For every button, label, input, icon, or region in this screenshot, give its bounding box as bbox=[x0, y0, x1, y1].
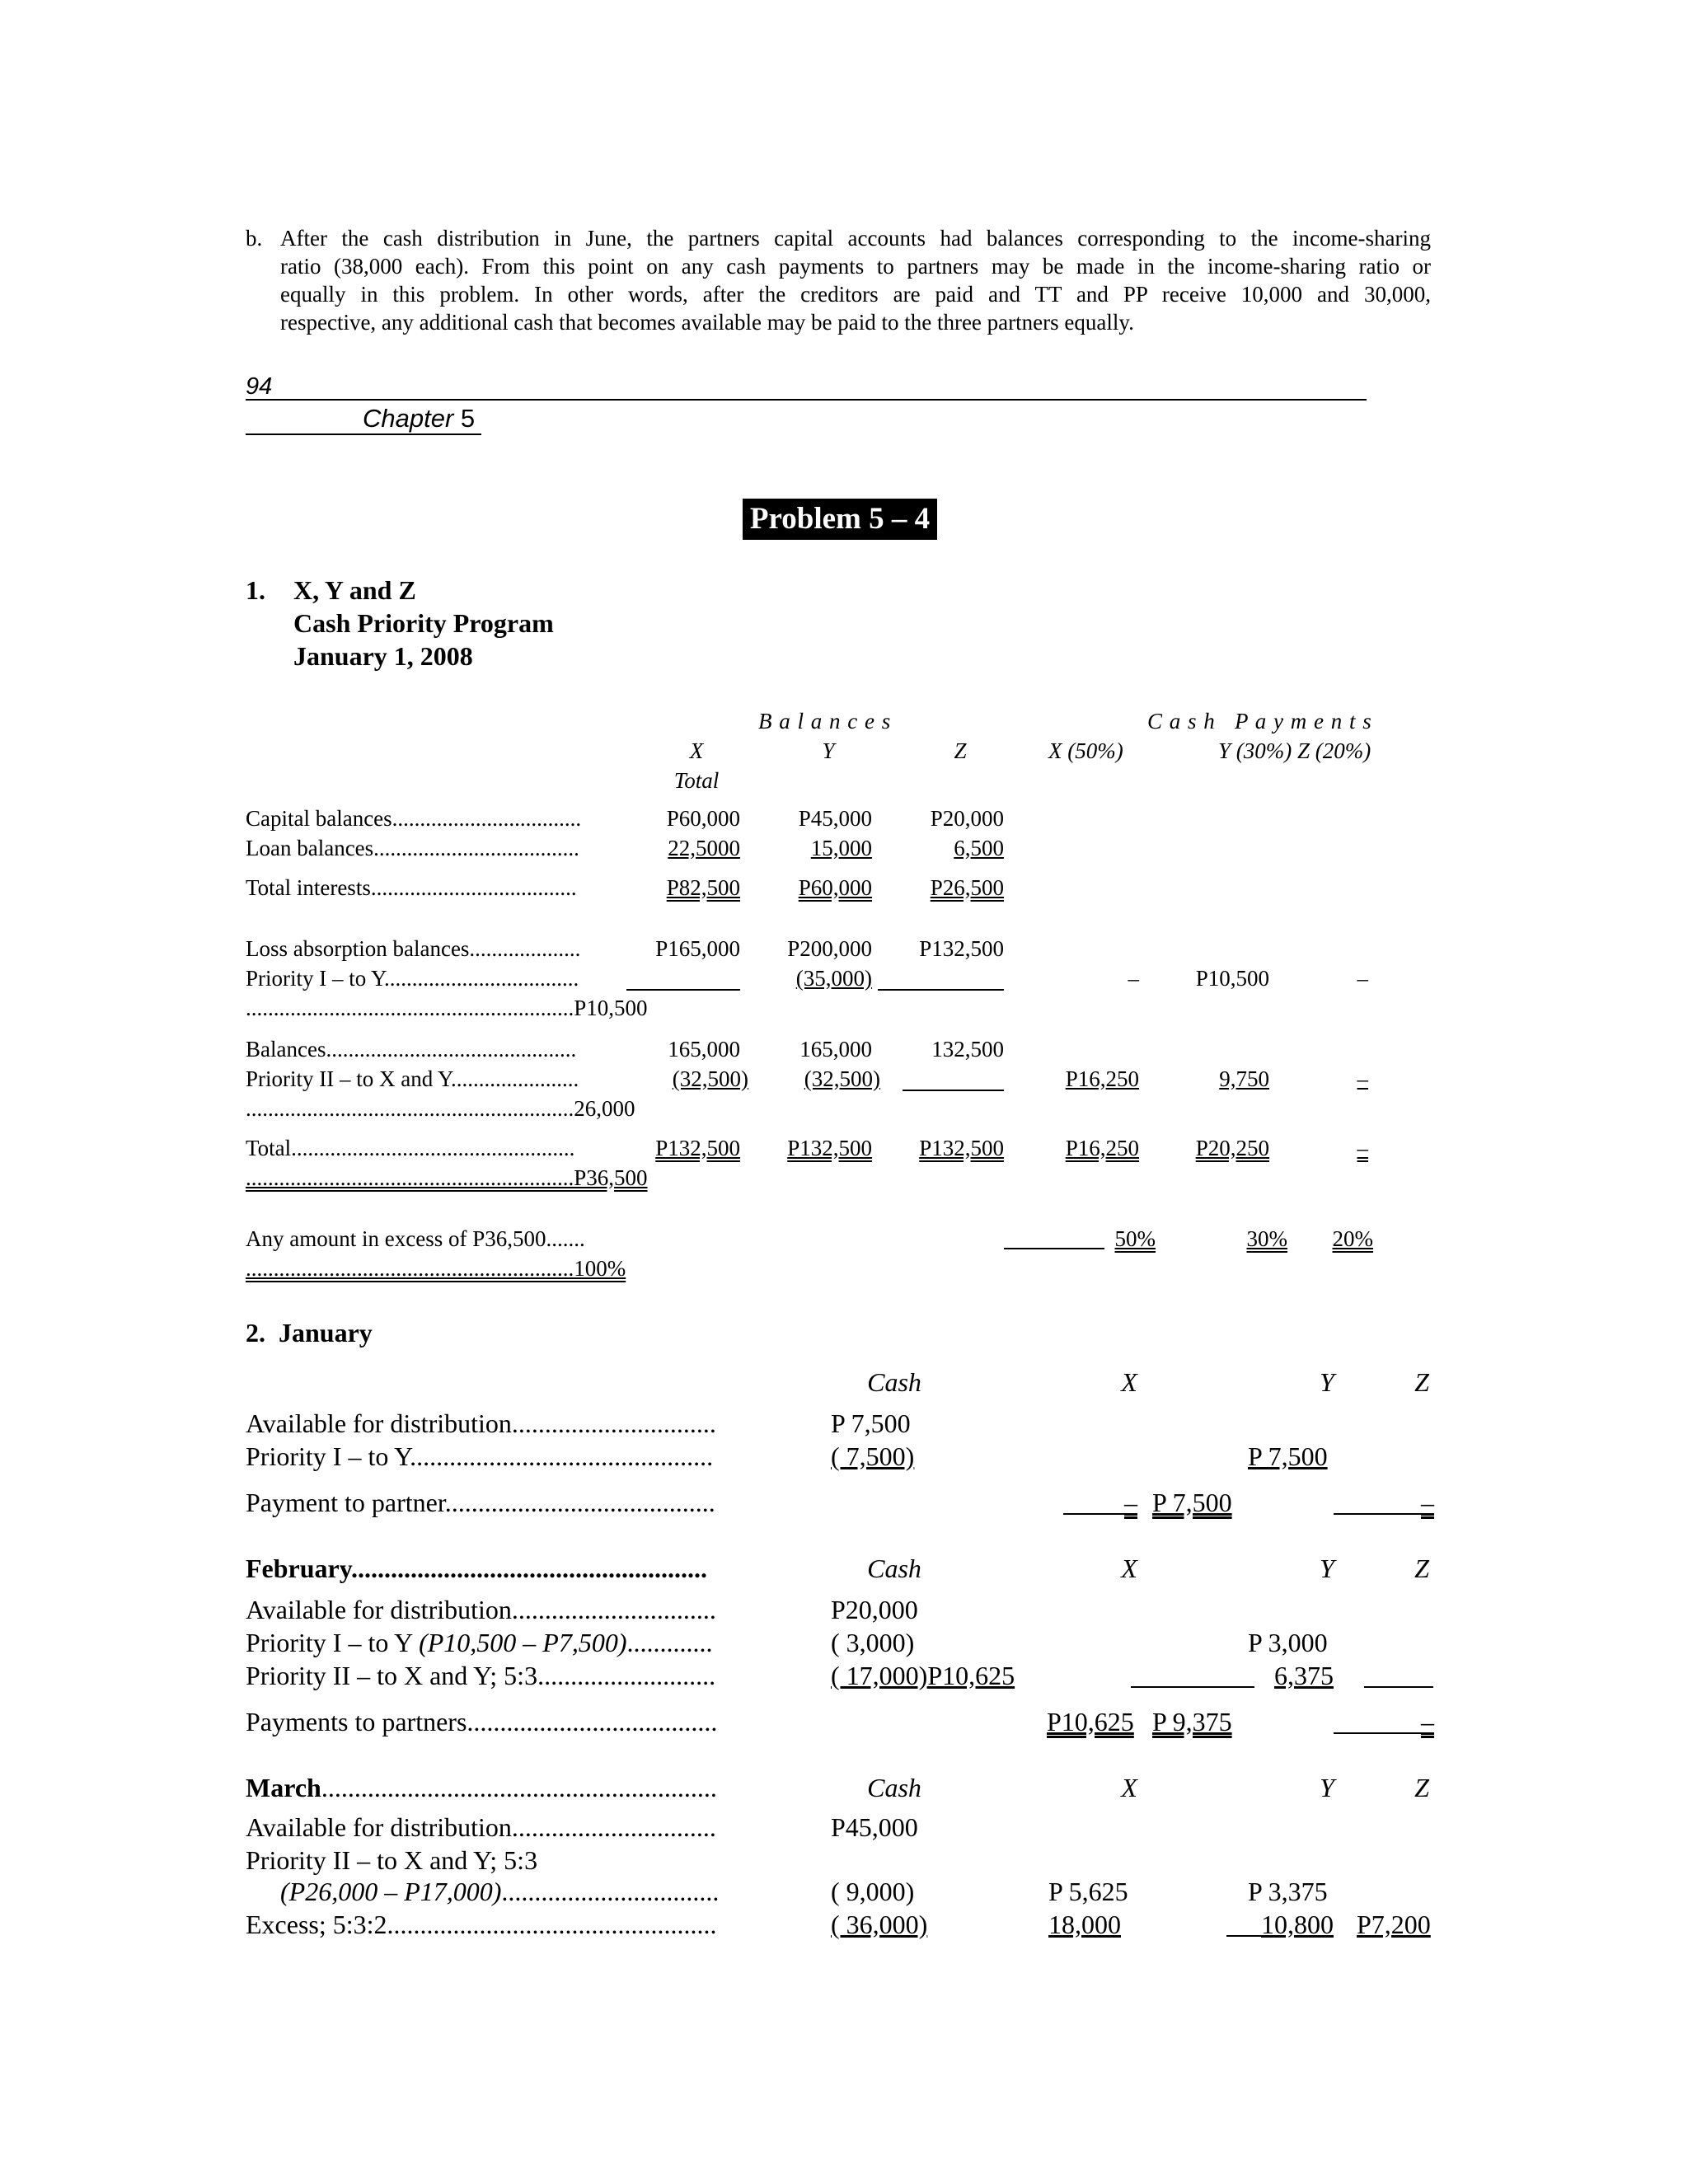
feb-z-header: Z bbox=[1414, 1554, 1429, 1583]
mar-z-header: Z bbox=[1414, 1773, 1429, 1802]
mar-excess-y: 10,800 bbox=[1261, 1910, 1334, 1939]
mar-available-label: Available for distribution............................... bbox=[246, 1812, 716, 1842]
mar-excess-z: P7,200 bbox=[1357, 1910, 1431, 1939]
col-z-header: Z bbox=[954, 738, 967, 763]
feb-priority1-label-dots: ............. bbox=[626, 1628, 713, 1657]
priority2-pay-y: 9,750 bbox=[1219, 1066, 1269, 1091]
total-interests-x: P82,500 bbox=[666, 875, 740, 900]
col-total-header: Total bbox=[673, 768, 720, 793]
part1-number: 1. bbox=[246, 575, 265, 605]
jan-payment-x: – bbox=[1124, 1488, 1137, 1517]
page-number: 94 bbox=[246, 373, 273, 400]
jan-available-label: Available for distribution............................... bbox=[246, 1408, 716, 1438]
priority2-pay-z: – bbox=[1357, 1066, 1368, 1091]
feb-available-label: Available for distribution............................... bbox=[246, 1595, 716, 1624]
cash-payments-group-header: C a s h P a y m e n t s bbox=[1147, 709, 1372, 733]
loan-z: 6,500 bbox=[954, 836, 1004, 860]
mar-title-text: March bbox=[246, 1773, 321, 1802]
part2-title: 2. January bbox=[246, 1318, 373, 1347]
jan-payment-label: Payment to partner......................................... bbox=[246, 1488, 715, 1517]
loss-absorption-z: P132,500 bbox=[919, 936, 1004, 961]
balances-z: 132,500 bbox=[931, 1037, 1004, 1062]
balances-group-header: B a l a n c e s bbox=[758, 709, 892, 733]
col-x-header: X bbox=[689, 738, 704, 763]
jan-z-header: Z bbox=[1414, 1367, 1429, 1397]
capital-x: P60,000 bbox=[666, 806, 740, 831]
total-z: P132,500 bbox=[919, 1136, 1004, 1160]
loan-y: 15,000 bbox=[810, 836, 872, 860]
priority2-x: (32,500) bbox=[672, 1066, 748, 1091]
capital-y: P45,000 bbox=[798, 806, 872, 831]
priority1-pay-z: – bbox=[1357, 966, 1368, 991]
row-capital-label: Capital balances.................................. bbox=[246, 806, 582, 831]
mar-priority2-label: Priority II – to X and Y; 5:3 bbox=[246, 1845, 538, 1875]
mar-priority2-label-cont bbox=[280, 1876, 740, 1907]
excess-pay-z: 20% bbox=[1332, 1226, 1373, 1251]
total-pay-y: P20,250 bbox=[1195, 1136, 1269, 1160]
part1-title-date: January 1, 2008 bbox=[293, 641, 473, 671]
row-balances-label: Balances............................................. bbox=[246, 1037, 577, 1062]
note-line-1: After the cash distribution in June, the partners capital accounts had balances corresponding to the income-sharing bbox=[280, 226, 1431, 251]
jan-payment-z: – bbox=[1421, 1488, 1434, 1517]
note-label: b. bbox=[246, 226, 263, 251]
row-loss-absorption-label: Loss absorption balances.................... bbox=[246, 936, 581, 961]
jan-priority1-y: P 7,500 bbox=[1248, 1441, 1328, 1471]
jan-x-header: X bbox=[1121, 1367, 1137, 1397]
feb-payments-z: – bbox=[1421, 1707, 1434, 1736]
header-rule bbox=[246, 399, 1367, 401]
balances-x: 165,000 bbox=[668, 1037, 740, 1062]
priority1-z-rule bbox=[878, 989, 1004, 991]
priority2-pay-x: P16,250 bbox=[1065, 1066, 1139, 1091]
mar-priority2-y: P 3,375 bbox=[1248, 1877, 1328, 1906]
priority1-y: (35,000) bbox=[795, 966, 872, 991]
loss-absorption-x: P165,000 bbox=[655, 936, 740, 961]
row-total-interests-label: Total interests..................................... bbox=[246, 875, 577, 900]
part1-title-program: Cash Priority Program bbox=[293, 608, 554, 638]
mar-excess-cash: ( 36,000) bbox=[831, 1910, 928, 1939]
loan-x: 22,5000 bbox=[668, 836, 740, 860]
excess-pay-y: 30% bbox=[1246, 1226, 1287, 1251]
note-line-2: ratio (38,000 each). From this point on any cash payments to partners may be made in the income-sharing ratio or bbox=[280, 254, 1431, 279]
col-yz-header: Y (30%) Z (20%) bbox=[1218, 738, 1372, 763]
chapter-number: 5 bbox=[460, 404, 476, 433]
feb-priority2-label: Priority II – to X and Y; 5:3........................... bbox=[246, 1661, 716, 1690]
col-x50-header: X (50%) bbox=[1048, 738, 1123, 763]
part1-title-company: X, Y and Z bbox=[293, 575, 416, 605]
feb-priority1-label-text: Priority I – to Y bbox=[246, 1628, 420, 1657]
priority1-total: ...........................................................P10,500 bbox=[246, 996, 648, 1020]
excess-total: ...........................................................100% bbox=[246, 1256, 626, 1281]
priority1-x-rule bbox=[626, 989, 740, 991]
note-line-3: equally in this problem. In other words, after the creditors are paid and TT and PP receive 10,000 and 30,000, bbox=[280, 282, 1431, 307]
feb-payments-label: Payments to partners...................................... bbox=[246, 1707, 718, 1736]
jan-priority1-label: Priority I – to Y.............................................. bbox=[246, 1441, 714, 1471]
feb-x-header: X bbox=[1121, 1554, 1137, 1583]
mar-priority2-x: P 5,625 bbox=[1048, 1877, 1128, 1906]
mar-x-header: X bbox=[1121, 1773, 1137, 1802]
jan-payment-y: P 7,500 bbox=[1152, 1488, 1232, 1517]
priority2-y: (32,500) bbox=[804, 1066, 880, 1091]
total-y: P132,500 bbox=[787, 1136, 872, 1160]
feb-y-header: Y bbox=[1320, 1554, 1334, 1583]
capital-z: P20,000 bbox=[930, 806, 1004, 831]
mar-available-cash: P45,000 bbox=[831, 1812, 918, 1842]
total-interests-z: P26,500 bbox=[930, 875, 1004, 900]
row-priority1-label: Priority I – to Y................................... bbox=[246, 966, 579, 991]
mar-title-dots: ............................................................ bbox=[321, 1773, 717, 1802]
excess-pay-x: 50% bbox=[1114, 1226, 1156, 1251]
total-pay-x: P16,250 bbox=[1065, 1136, 1139, 1160]
mar-excess-x: 18,000 bbox=[1048, 1910, 1121, 1939]
note-paragraph bbox=[280, 224, 1431, 336]
chapter-rule bbox=[246, 434, 481, 435]
total-x: P132,500 bbox=[655, 1136, 740, 1160]
mar-priority2-dots: ................................. bbox=[501, 1877, 720, 1906]
feb-priority1-cash: ( 3,000) bbox=[831, 1628, 915, 1657]
feb-payments-x: P10,625 bbox=[1047, 1707, 1134, 1736]
problem-title: Problem 5 – 4 bbox=[743, 499, 937, 540]
feb-available-cash: P20,000 bbox=[831, 1595, 918, 1624]
mar-cash-header: Cash bbox=[867, 1773, 921, 1802]
feb-cash-header: Cash bbox=[867, 1554, 921, 1583]
mar-priority2-formula: (P26,000 – P17,000) bbox=[280, 1877, 502, 1906]
feb-title: February...................................................... bbox=[246, 1554, 707, 1583]
jan-priority1-cash: ( 7,500) bbox=[831, 1441, 915, 1471]
feb-priority1-label-formula: (P10,500 – P7,500) bbox=[419, 1628, 627, 1657]
jan-cash-header: Cash bbox=[867, 1367, 921, 1397]
feb-priority1-y: P 3,000 bbox=[1248, 1628, 1328, 1657]
jan-y-header: Y bbox=[1320, 1367, 1334, 1397]
feb-priority2-cash: ( 17,000)P10,625 bbox=[831, 1661, 1015, 1690]
total-pay-z: – bbox=[1357, 1136, 1368, 1160]
row-total-label: Total................................................... bbox=[246, 1136, 575, 1160]
row-loan-label: Loan balances..................................... bbox=[246, 836, 579, 860]
note-line-4: respective, any additional cash that becomes available may be paid to the three partners equally. bbox=[280, 310, 1134, 335]
loss-absorption-y: P200,000 bbox=[787, 936, 872, 961]
mar-y-header: Y bbox=[1320, 1773, 1334, 1802]
jan-available-cash: P 7,500 bbox=[831, 1408, 911, 1438]
total-interests-y: P60,000 bbox=[798, 875, 872, 900]
mar-title bbox=[246, 1772, 740, 1803]
mar-priority2-cash: ( 9,000) bbox=[831, 1877, 915, 1906]
total-grand: ...........................................................P36,500 bbox=[246, 1165, 648, 1190]
col-y-header: Y bbox=[822, 738, 835, 763]
feb-payments-y: P 9,375 bbox=[1152, 1707, 1232, 1736]
chapter-word: Chapter bbox=[363, 404, 454, 433]
feb-priority2-z-rule bbox=[1364, 1686, 1433, 1688]
chapter-heading bbox=[363, 404, 475, 434]
feb-priority2-y: 6,375 bbox=[1274, 1661, 1334, 1690]
priority1-pay-y: P10,500 bbox=[1195, 966, 1269, 991]
row-priority2-label: Priority II – to X and Y....................... bbox=[246, 1066, 579, 1091]
priority1-pay-x: – bbox=[1128, 966, 1139, 991]
feb-priority1-label bbox=[246, 1627, 740, 1658]
balances-y: 165,000 bbox=[799, 1037, 872, 1062]
priority2-total: ...........................................................26,000 bbox=[246, 1096, 635, 1121]
priority2-z-rule bbox=[903, 1090, 1004, 1091]
row-excess-label: Any amount in excess of P36,500....... bbox=[246, 1226, 585, 1251]
mar-excess-label: Excess; 5:3:2.................................................. bbox=[246, 1910, 717, 1939]
